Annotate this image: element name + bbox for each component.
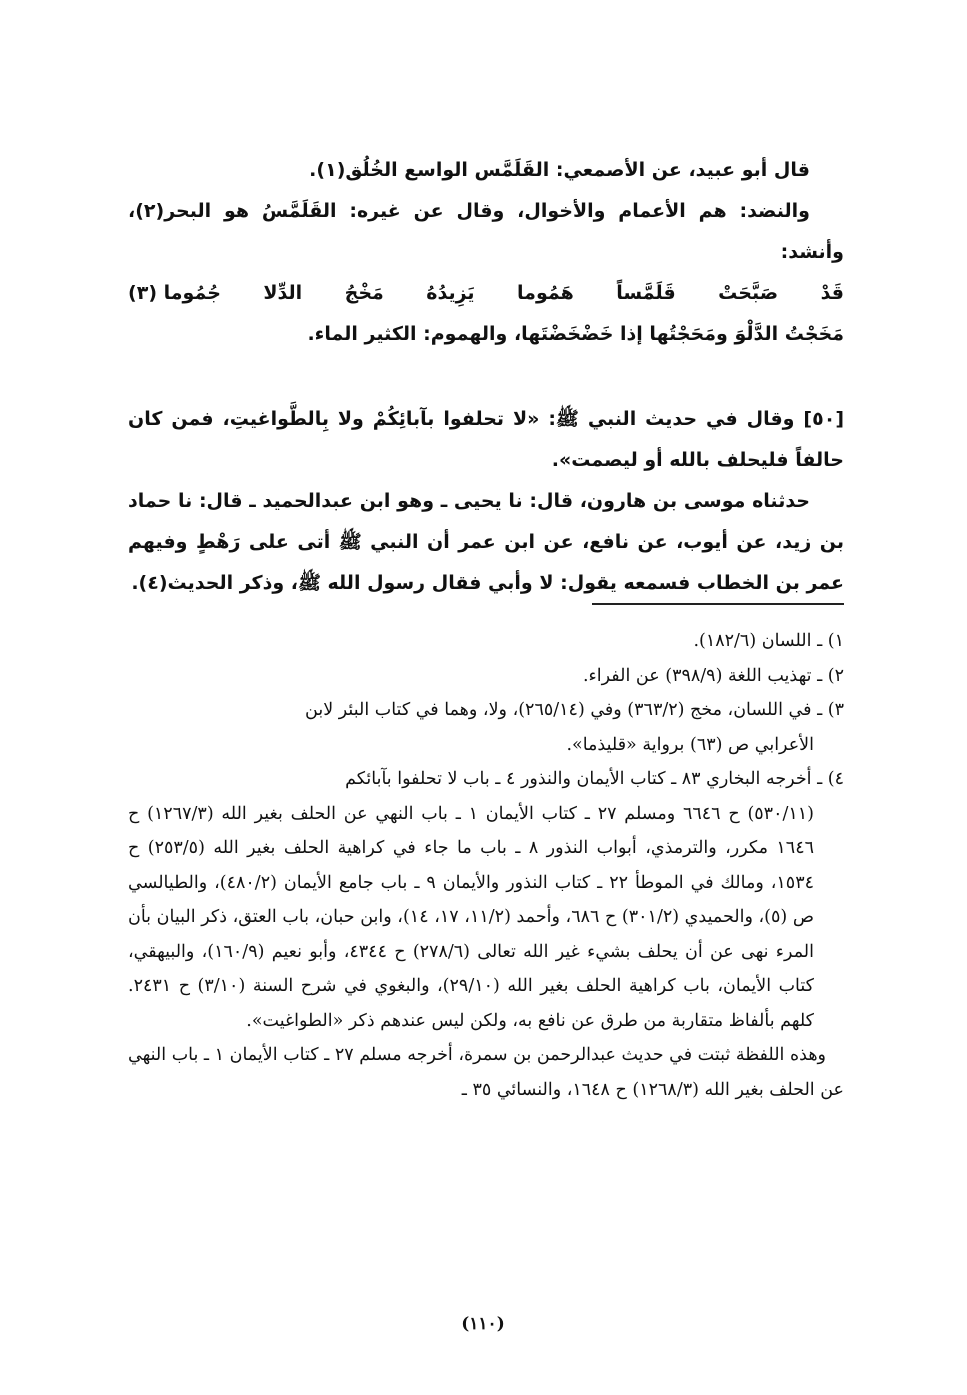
poem-word: جُمُوما (٣) [128,282,221,304]
poem-word: صَبَّحَتْ [718,282,779,304]
footnote-2: ٢) ـ تهذيب اللغة (٣٩٨/٩) عن الفراء. [582,665,844,686]
main-text [128,150,844,604]
poem-word: الدِّلا [263,282,303,304]
footnote-4-extra: وهذه اللفظة ثبتت في حديث عبدالرحمن بن سمرة، أخرجه مسلم ٢٧ ـ كتاب الأيمان ١ ـ باب النهي عن الحلف بغير الله (١٢٦٨/٣) ح ١٦٤٨، والنسائي ٣٥ ـ [128,1045,844,1100]
poem-word: يَزِيدُهُ [426,282,475,304]
footnote-3-cont: الأعرابي ص (٦٣) برواية «قليذما». [566,734,814,755]
poem-word: هَمُوما [517,282,574,304]
footnote-4-cont: (٥٣٠/١١) ح ٦٦٤٦ ومسلم ٢٧ ـ كتاب الأيمان ١ ـ باب النهي عن الحلف بغير الله (١٢٦٧/٣) ح ١٦٤٦ مكرر، والترمذي، أبواب النذور ٨ ـ باب ما جاء في كراهية الحلف بغير الله (٢٥٣/٥) ح ١٥٣٤، ومالك في الموطأ ٢٢ ـ كتاب النذور والأيمان ٩ ـ باب جامع الأيمان (٤٨٠/٢)، والطيالسي ص (٥)، والحميدي (٣٠١/٢) ح ٦٨٦، وأحمد (١١/٢، ١٧، ١٤)، وابن حبان، باب العتق، ذكر البيان بأن المرء نهى عن أن يحلف بشيء غير الله تعالى (٢٧٨/٦) ح ٤٣٤٤، وأبو نعيم (١٦٠/٩)، والبيهقي، كتاب الأيمان، باب كراهية الحلف بغير الله (٢٩/١٠)، والبغوي في شرح السنة (٣/١٠) ح ٢٤٣١. كلهم بألفاظ متقاربة من طرق عن نافع به، ولكن ليس عندهم ذكر «الطواغيت». [128,803,815,1031]
text-line-makhaj: مَخَجْتُ الدَّلْوَ ومَحَجْتُها إذا خَضْخَضْتَها، والهموم: الكثير الماء. [307,323,844,345]
hadith-paragraph: [٥٠] وقال في حديث النبي ﷺ: «لا تحلفوا بآبائِكُمْ ولا بِالطَّواغيتِ، فمن كان حالفاً فليحلف بالله أو ليصمت». [128,408,844,471]
footnotes [128,624,844,1107]
footnote-3: ٣) ـ في اللسان، مخج (٣٦٣/٢) وفي (٢٦٥/١٤)، ولا، وهما في كتاب البئر لابن [305,700,844,720]
page-number: (١١٠) [461,1314,505,1334]
text-line-asmai: قال أبو عبيد، عن الأصمعي: القَلَمَّس الواسع الخُلُق(١). [309,159,810,181]
footnote-separator [592,603,844,605]
text-line-nadd: والنضد: هم الأعمام والأخوال، وقال عن غيره: القَلَمَّسُ هو البحر(٢)، وأنشد: [128,200,844,263]
footnote-1: ١) ـ اللسان (١٨٢/٦). [693,631,844,651]
isnad-paragraph: حدثناه موسى بن هارون، قال: نا يحيى ـ وهو ابن عبدالحميد ـ قال: نا حماد بن زيد، عن أيوب، عن نافع، عن ابن عمر أن النبي ﷺ أتى على رَهْطٍ وفيهم عمر بن الخطاب فسمعه يقول: لا وأبي فقال رسول الله ﷺ، وذكر الحديث(٤). [128,490,844,594]
poem-word: قَدْ [820,282,844,304]
poem-word: مَخْجُ [344,282,384,304]
poem-verse [128,273,844,314]
poem-word: قَلَمَّساً [616,282,676,304]
footnote-4: ٤) ـ أخرجه البخاري ٨٣ ـ كتاب الأيمان والنذور ٤ ـ باب لا تحلفوا بآبائكم [345,769,844,789]
